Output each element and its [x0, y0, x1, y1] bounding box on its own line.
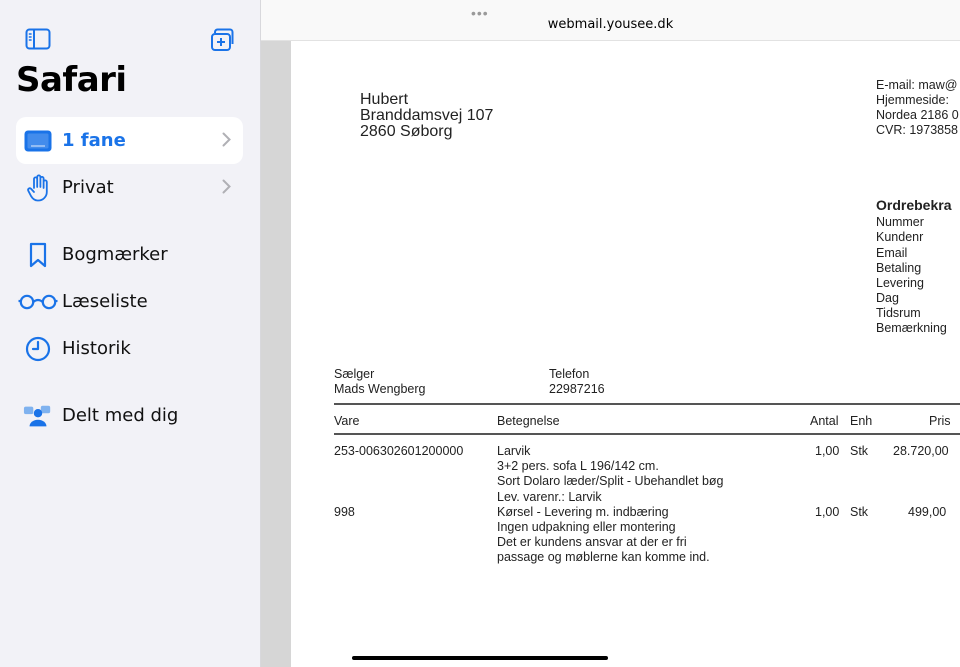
chevron-right-icon [222, 179, 231, 194]
table-row-line: Ingen udpakning eller montering [497, 520, 676, 534]
sidebar-item-label: Privat [62, 177, 114, 198]
table-row-line: Sort Dolaro læder/Split - Ubehandlet bøg [497, 474, 724, 488]
new-tab-group-button[interactable] [210, 28, 236, 52]
sidebar-toggle-button[interactable] [25, 28, 51, 52]
contact-email: E-mail: maw@ [876, 78, 958, 92]
table-row-pris: 28.720,00 [893, 444, 949, 458]
table-row-enh: Stk [850, 444, 869, 458]
table-row-line: Det er kundens ansvar at der er fri [497, 535, 687, 549]
table-row-pris: 499,00 [908, 505, 947, 519]
table-header-pris: Pris [929, 414, 951, 428]
order-field: Kundenr [876, 230, 924, 244]
order-heading: Ordrebekra [876, 197, 952, 213]
sidebar-title: Safari [16, 60, 127, 100]
order-field: Levering [876, 276, 924, 290]
sender-street: Branddamsvej 107 [360, 107, 494, 124]
sidebar-item-label: 1 fane [62, 130, 126, 151]
table-header-rule [334, 433, 960, 435]
table-header-enh: Enh [850, 414, 873, 428]
glasses-icon [18, 287, 58, 317]
bookmark-icon [23, 240, 53, 270]
sidebar-item-reading-list[interactable] [16, 278, 243, 325]
shared-people-icon [23, 401, 53, 431]
window-dots-icon[interactable]: ••• [471, 5, 489, 21]
contact-website: Hjemmeside: [876, 93, 949, 107]
table-row-line: Kørsel - Levering m. indbæring [497, 505, 669, 519]
order-field: Betaling [876, 261, 922, 275]
table-row-line: Lev. varenr.: Larvik [497, 490, 602, 504]
contact-bank: Nordea 2186 0 [876, 108, 959, 122]
table-row-line: 3+2 pers. sofa L 196/142 cm. [497, 459, 659, 473]
order-field: Bemærkning [876, 321, 947, 335]
table-header-antal: Antal [810, 414, 839, 428]
sender-name: Hubert [360, 91, 409, 108]
order-field: Nummer [876, 215, 924, 229]
pdf-margin [261, 41, 291, 667]
home-indicator[interactable] [352, 656, 608, 660]
pdf-document [291, 41, 960, 667]
sidebar-item-bookmarks[interactable] [16, 231, 243, 278]
table-row-vare: 253-006302601200000 [334, 444, 464, 458]
sender-city: 2860 Søborg [360, 123, 453, 140]
table-row-antal: 1,00 [815, 505, 840, 519]
table-header-betegnelse: Betegnelse [497, 414, 560, 428]
tab-icon [23, 126, 53, 156]
sidebar-item-label: Bogmærker [62, 244, 168, 265]
sidebar-item-tabs[interactable] [16, 117, 243, 164]
table-row-line: passage og møblerne kan komme ind. [497, 550, 710, 564]
sidebar-item-label: Læseliste [62, 291, 148, 312]
hand-icon [23, 173, 53, 203]
sidebar-item-private[interactable] [16, 164, 243, 211]
clock-icon [23, 334, 53, 364]
table-header-vare: Vare [334, 414, 360, 428]
url-bar[interactable]: webmail.yousee.dk [547, 17, 674, 32]
add-tab-group-icon [210, 28, 236, 52]
sidebar-item-history[interactable] [16, 325, 243, 372]
chevron-right-icon [222, 132, 231, 147]
order-field: Dag [876, 291, 899, 305]
table-row-vare: 998 [334, 505, 355, 519]
contact-cvr: CVR: 1973858 [876, 123, 959, 137]
sidebar-icon [25, 28, 51, 50]
phone-number: 22987216 [549, 382, 605, 396]
seller-label: Sælger [334, 367, 375, 381]
table-row-line: Larvik [497, 444, 531, 458]
phone-label: Telefon [549, 367, 590, 381]
browser-toolbar [261, 0, 960, 41]
sidebar-item-shared-with-you[interactable] [16, 392, 243, 439]
order-field: Tidsrum [876, 306, 921, 320]
order-field: Email [876, 246, 908, 260]
sidebar-item-label: Delt med dig [62, 405, 179, 426]
table-row-enh: Stk [850, 505, 869, 519]
seller-name: Mads Wengberg [334, 382, 426, 396]
table-top-rule [334, 403, 960, 405]
sidebar-item-label: Historik [62, 338, 131, 359]
sidebar [0, 0, 261, 667]
table-row-antal: 1,00 [815, 444, 840, 458]
